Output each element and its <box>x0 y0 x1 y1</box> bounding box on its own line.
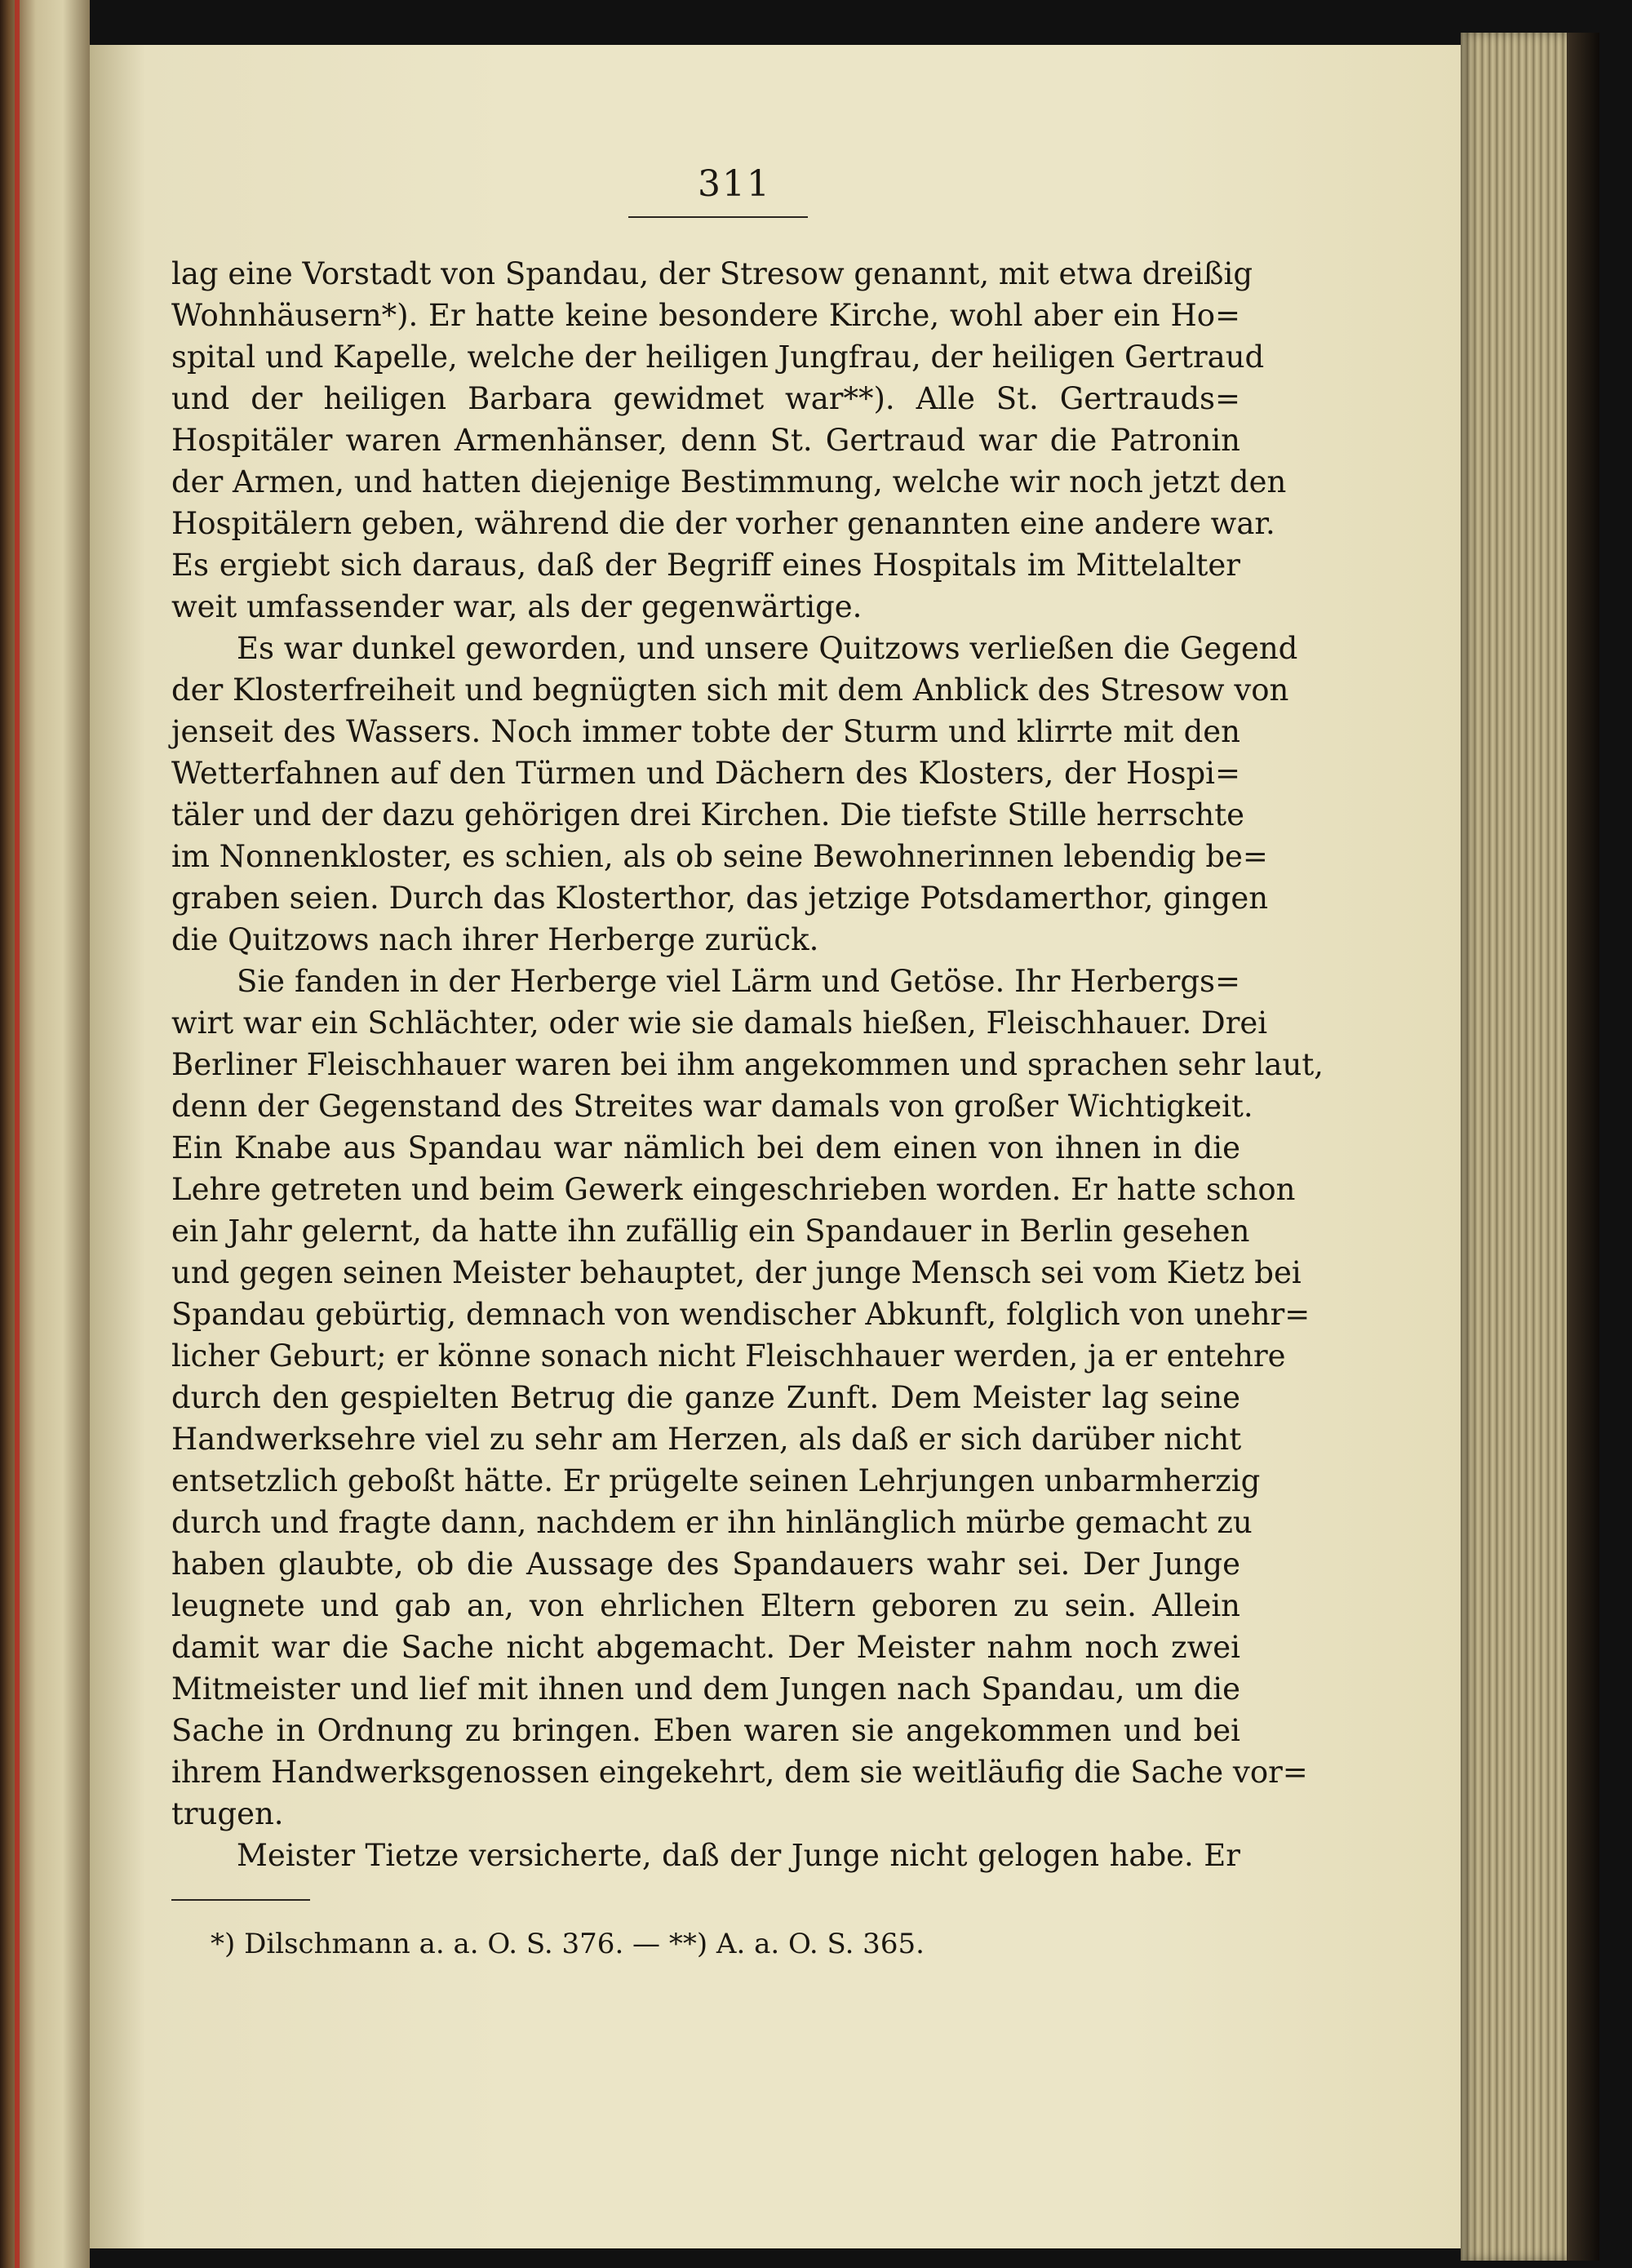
book-fore-edge <box>1461 33 1599 2261</box>
text-line: Mitmeister und lief mit ihnen und dem Jungen nach Spandau, um die <box>171 1671 1240 1707</box>
text-line: Lehre getreten und beim Gewerk eingeschrieben worden. Er hatte schon <box>171 1172 1296 1207</box>
text-line: der Armen, und hatten diejenige Bestimmung, welche wir noch jetzt den <box>171 464 1287 499</box>
text-line: leugnete und gab an, von ehrlichen Eltern geboren zu sein. Allein <box>171 1588 1240 1623</box>
text-line: Sie fanden in der Herberge viel Lärm und Getöse. Ihr Herbergs= <box>237 964 1240 999</box>
text-line: Hospitäler waren Armenhänser, denn St. Gertraud war die Patronin <box>171 423 1240 458</box>
text-line: wirt war ein Schlächter, oder wie sie damals hießen, Fleischhauer. Drei <box>171 1005 1268 1041</box>
text-line: und der heiligen Barbara gewidmet war**). Alle St. Gertrauds= <box>171 381 1240 416</box>
text-line: ein Jahr gelernt, da hatte ihn zufällig ein Spandauer in Berlin gesehen <box>171 1214 1250 1249</box>
text-line: Es war dunkel geworden, und unsere Quitzows verließen die Gegend <box>237 631 1298 666</box>
text-line: trugen. <box>171 1796 284 1831</box>
text-line: Wetterfahnen auf den Türmen und Dächern des Klosters, der Hospi= <box>171 756 1240 791</box>
text-line: damit war die Sache nicht abgemacht. Der Meister nahm noch zwei <box>171 1630 1240 1665</box>
text-line: Ein Knabe aus Spandau war nämlich bei dem einen von ihnen in die <box>171 1130 1240 1165</box>
text-line: durch und fragte dann, nachdem er ihn hinlänglich mürbe gemacht zu <box>171 1505 1253 1540</box>
text-line: der Klosterfreiheit und begnügten sich mit dem Anblick des Stresow von <box>171 672 1289 708</box>
text-line: lag eine Vorstadt von Spandau, der Stresow genannt, mit etwa dreißig <box>171 256 1253 291</box>
text-line: Spandau gebürtig, demnach von wendischer Abkunft, folglich von unehr= <box>171 1297 1310 1332</box>
text-line: weit umfassender war, als der gegenwärtige. <box>171 589 863 624</box>
text-line: haben glaubte, ob die Aussage des Spandauers wahr sei. Der Junge <box>171 1547 1240 1582</box>
text-line: Handwerksehre viel zu sehr am Herzen, als daß er sich darüber nicht <box>171 1422 1242 1457</box>
text-line: entsetzlich geboßt hätte. Er prügelte seinen Lehrjungen unbarmherzig <box>171 1463 1261 1498</box>
text-line: täler und der dazu gehörigen drei Kirchen. Die tiefste Stille herrschte <box>171 797 1245 832</box>
text-line: jenseit des Wassers. Noch immer tobte der Sturm und klirrte mit den <box>171 714 1240 749</box>
text-line: ihrem Handwerksgenossen eingekehrt, dem sie weitläufig die Sache vor= <box>171 1755 1308 1790</box>
text-line: im Nonnenkloster, es schien, als ob seine Bewohnerinnen lebendig be= <box>171 839 1268 874</box>
text-line: Sache in Ordnung zu bringen. Eben waren sie angekommen und bei <box>171 1713 1240 1748</box>
text-line: Berliner Fleischhauer waren bei ihm angekommen und sprachen sehr laut, <box>171 1047 1324 1082</box>
text-line: denn der Gegenstand des Streites war damals von großer Wichtigkeit. <box>171 1089 1253 1124</box>
text-line: Es ergiebt sich daraus, daß der Begriff eines Hospitals im Mittelalter <box>171 548 1240 583</box>
text-line: die Quitzows nach ihrer Herberge zurück. <box>171 922 819 957</box>
text-line: Hospitälern geben, während die der vorher genannten eine andere war. <box>171 506 1275 541</box>
text-line: Wohnhäusern*). Er hatte keine besondere Kirche, wohl aber ein Ho= <box>171 298 1240 333</box>
page-number: 311 <box>698 163 771 205</box>
footnote-rule <box>171 1899 310 1901</box>
text-line: licher Geburt; er könne sonach nicht Fleischhauer werden, ja er entehre <box>171 1338 1286 1374</box>
footnote: *) Dilschmann a. a. O. S. 376. — **) A. a. O. S. 365. <box>211 1928 925 1960</box>
text-line: graben seien. Durch das Klosterthor, das jetzige Potsdamerthor, gingen <box>171 881 1269 916</box>
left-page-edge <box>0 0 90 2268</box>
header-rule <box>628 216 808 218</box>
body-text <box>171 253 1324 1876</box>
text-line: durch den gespielten Betrug die ganze Zunft. Dem Meister lag seine <box>171 1380 1240 1415</box>
text-line: und gegen seinen Meister behauptet, der junge Mensch sei vom Kietz bei <box>171 1255 1302 1290</box>
text-line: Meister Tietze versicherte, daß der Junge nicht gelogen habe. Er <box>237 1838 1240 1873</box>
text-line: spital und Kapelle, welche der heiligen Jungfrau, der heiligen Gertraud <box>171 340 1265 375</box>
